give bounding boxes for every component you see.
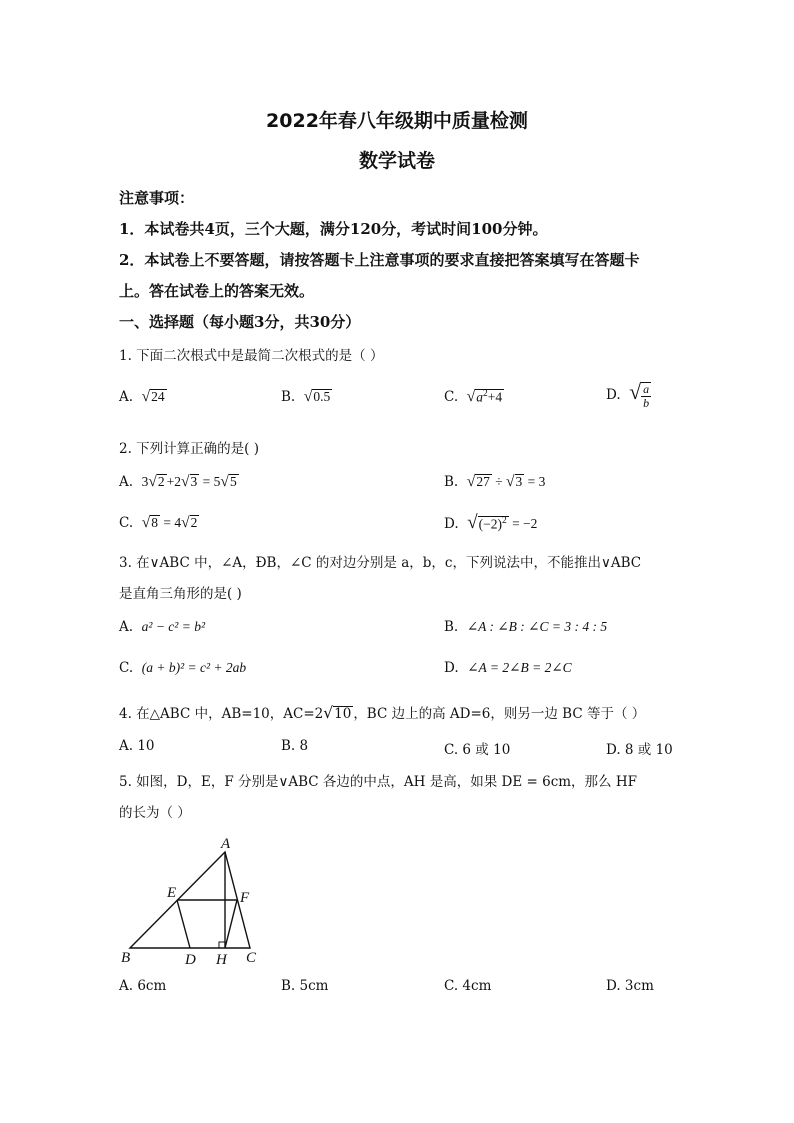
notice-item-2-line2: 上。答在试卷上的答案无效。: [119, 282, 315, 300]
label-f: F: [240, 890, 250, 906]
q4-option-d: D. 8 或 10: [606, 742, 673, 758]
q1-option-c: C. $√a^2+4$: [444, 388, 503, 405]
label-h: H: [216, 952, 227, 968]
q3-stem-line1: 3. 在∨ABC 中，∠A，ÐB，∠C 的对边分别是 a，b，c，下列说法中，不能推出∨ABC: [119, 555, 642, 571]
q3-option-d: D. ∠A = 2∠B = 2∠C: [444, 660, 572, 676]
q1-option-b: B. √0.5: [281, 388, 331, 405]
q2-stem: 2. 下列计算正确的是( ): [119, 441, 259, 457]
q3-option-b: B. ∠A : ∠B : ∠C = 3 : 4 : 5: [444, 619, 608, 635]
right-angle-mark: [219, 942, 225, 948]
q3-option-c: C. (a + b)² = c² + 2ab: [119, 660, 247, 676]
q3-option-a: A. a² − c² = b²: [119, 619, 205, 635]
q5-stem-line2: 的长为（ ）: [119, 805, 191, 821]
segment-ed: [177, 900, 190, 948]
exam-title: 2022年春八年级期中质量检测: [266, 110, 528, 132]
q2-option-c: C. √8 = 4√2: [119, 514, 198, 531]
q5-option-b: B. 5cm: [281, 978, 329, 994]
notice-item-1: 1．本试卷共4页，三个大题，满分120分，考试时间100分钟。: [119, 220, 548, 238]
label-c: C: [246, 950, 257, 966]
segment-fh: [225, 900, 237, 948]
q4-option-a: A. 10: [119, 738, 155, 754]
label-b: B: [121, 950, 131, 966]
q5-stem-line1: 5. 如图，D，E，F 分别是∨ABC 各边的中点，AH 是高，如果 DE = 6cm，那么 HF: [119, 774, 637, 790]
label-a: A: [221, 836, 231, 852]
triangle-figure: [115, 832, 275, 970]
q4-option-b: B. 8: [281, 738, 309, 754]
label-d: D: [185, 952, 196, 968]
q5-option-c: C. 4cm: [444, 978, 492, 994]
q3-stem-line2: 是直角三角形的是( ): [119, 586, 242, 602]
q5-option-a: A. 6cm: [119, 978, 167, 994]
q2-option-b: B. √27 ÷ √3 = 3: [444, 473, 546, 490]
label-e: E: [167, 885, 177, 901]
q1-stem: 1. 下面二次根式中是最简二次根式的是（ ）: [119, 348, 384, 364]
q1-option-a: A. √24: [119, 388, 165, 405]
notice-item-2-line1: 2．本试卷上不要答题，请按答题卡上注意事项的要求直接把答案填写在答题卡: [119, 251, 640, 269]
q4-option-c: C. 6 或 10: [444, 742, 511, 758]
q5-option-d: D. 3cm: [606, 978, 654, 994]
q2-option-a: A. 3√2 +2√3 = 5√5: [119, 473, 237, 490]
q2-option-d: D. $√(-2)^2 = -2$: [444, 512, 538, 533]
notice-heading: 注意事项：: [119, 189, 195, 207]
exam-subtitle: 数学试卷: [358, 150, 435, 172]
q4-stem: 4. 在△ABC 中，AB=10，AC=2√10 ，BC 边上的高 AD=6，则另一边 BC 等于（ ）: [119, 704, 646, 722]
section-heading: 一、选择题（每小题3分，共30分）: [119, 313, 361, 331]
q1-option-d: D. √ $\frac{a}{b}$: [606, 380, 650, 410]
